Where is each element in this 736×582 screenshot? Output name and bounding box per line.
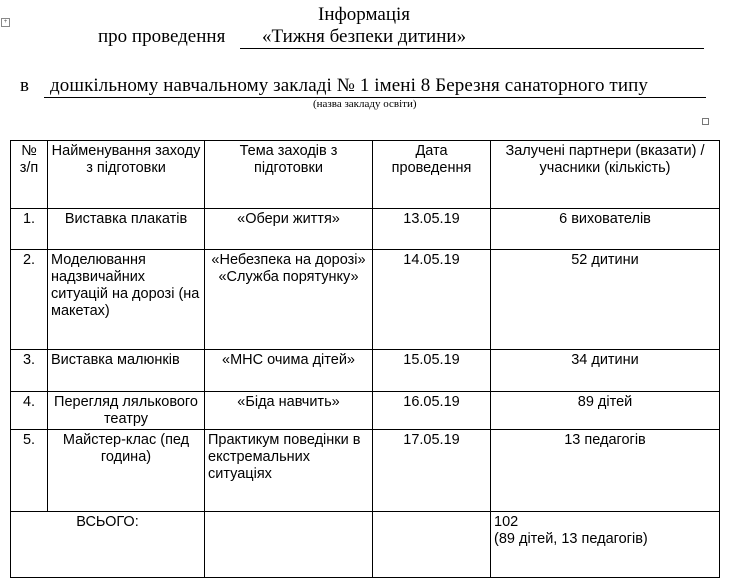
row-num: 3. (11, 350, 48, 392)
row-date: 16.05.19 (373, 392, 491, 430)
total-breakdown: (89 дітей, 13 педагогів) (494, 531, 648, 547)
row-name: Виставка малюнків (48, 350, 205, 392)
table-total-row (11, 512, 720, 578)
events-table (10, 140, 720, 578)
row-date: 13.05.19 (373, 209, 491, 250)
row-theme: «МНС очима дітей» (205, 350, 373, 392)
row-name: Перегляд лялькового театру (48, 392, 205, 430)
row-theme: «Обери життя» (205, 209, 373, 250)
row-num: 2. (11, 250, 48, 350)
institution-name: дошкільному навчальному закладі № 1 імені 8 Березня санаторного типу (50, 75, 648, 96)
institution-hint: (назва закладу освіти) (313, 98, 417, 110)
row-name: Виставка плакатів (48, 209, 205, 250)
row-date: 17.05.19 (373, 430, 491, 512)
row-num: 1. (11, 209, 48, 250)
event-underline (240, 48, 704, 49)
header-num: № з/п (11, 141, 48, 209)
move-handle-icon[interactable]: + (1, 18, 10, 27)
table-row (11, 430, 720, 512)
document-subtitle: про проведення (98, 26, 226, 47)
total-label: ВСЬОГО: (11, 512, 205, 578)
row-theme: Практикум поведінки в екстремальних ситуаціях (205, 430, 373, 512)
row-date: 15.05.19 (373, 350, 491, 392)
row-partners: 52 дитини (491, 250, 720, 350)
row-date: 14.05.19 (373, 250, 491, 350)
total-value-cell (491, 512, 720, 578)
header-date: Дата проведення (373, 141, 491, 209)
row-partners: 89 дітей (491, 392, 720, 430)
header-theme: Тема заходів з підготовки (205, 141, 373, 209)
header-partners: Залучені партнери (вказати) / учасники (кількість) (491, 141, 720, 209)
header-name: Найменування заходу з підготовки (48, 141, 205, 209)
total-value: 102 (494, 514, 519, 530)
table-row (11, 350, 720, 392)
document-title: Інформація (318, 4, 411, 25)
row-theme: «Біда навчить» (205, 392, 373, 430)
row-name: Моделювання надзвичайних ситуацій на дорозі (на макетах) (48, 250, 205, 350)
event-name: «Тижня безпеки дитини» (262, 26, 467, 47)
row-theme: «Небезпека на дорозі» «Служба порятунку» (205, 250, 373, 350)
resize-handle-icon[interactable] (702, 118, 709, 125)
in-preposition: в (20, 75, 29, 96)
table-row (11, 250, 720, 350)
row-partners: 13 педагогів (491, 430, 720, 512)
table-row (11, 209, 720, 250)
row-partners: 34 дитини (491, 350, 720, 392)
total-empty-cell (373, 512, 491, 578)
row-name: Майстер-клас (пед година) (48, 430, 205, 512)
row-num: 4. (11, 392, 48, 430)
row-partners: 6 вихователів (491, 209, 720, 250)
total-empty-cell (205, 512, 373, 578)
row-num: 5. (11, 430, 48, 512)
table-header-row (11, 141, 720, 209)
table-row (11, 392, 720, 430)
